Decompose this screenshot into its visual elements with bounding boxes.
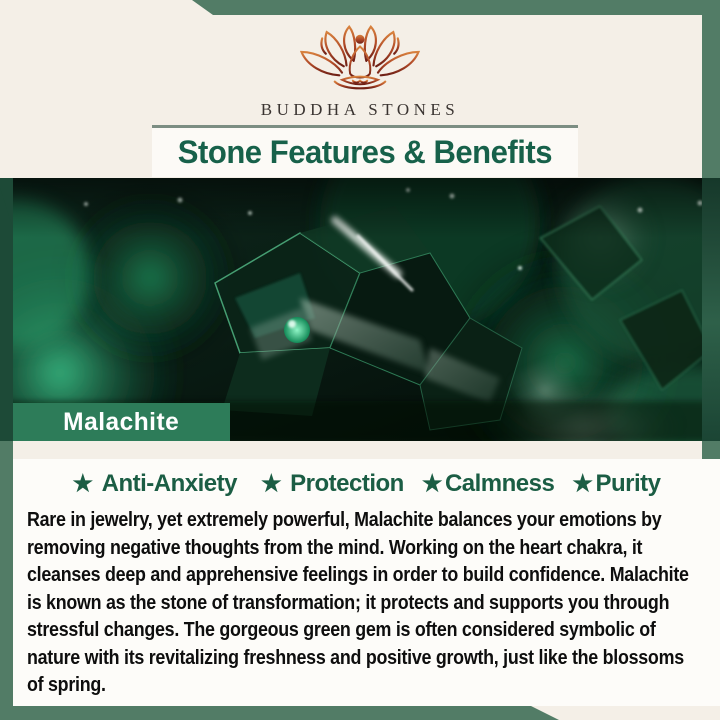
benefit-item (422, 470, 555, 498)
star-icon: ★ (72, 469, 93, 496)
top-ribbon (0, 0, 720, 15)
benefit-item (261, 470, 404, 498)
benefit-label: Purity (595, 470, 661, 497)
lotus-meditation-logo-icon (295, 24, 425, 96)
bottom-ribbon (0, 706, 720, 720)
star-icon: ★ (572, 469, 593, 496)
benefits-row (13, 470, 720, 498)
left-ribbon-bottom (0, 441, 13, 720)
section-title: Stone Features & Benefits (177, 134, 553, 170)
right-ribbon-photo-section (702, 178, 720, 441)
brand-name: BUDDHA STONES (260, 100, 460, 119)
benefits-panel (13, 459, 720, 706)
stone-name: Malachite (63, 407, 180, 436)
benefit-item (73, 470, 237, 498)
malachite-crystals-illustration (0, 178, 720, 441)
benefit-label: Protection (290, 470, 404, 497)
benefit-label: Calmness (444, 470, 555, 497)
stone-description: Rare in jewelry, yet extremely powerful, Malachite balances your emotions by removing negative thoughts from the mind. Working on the heart chakra, it cleanses deep and apprehensive feelings in order to build confidence. Malachite is known as the stone of transformation; it protects and supports you through stressful changes. The gorgeous green gem is often considered symbolic of nature with its revitalizing freshness and positive growth, just like the blossoms of spring. (27, 509, 689, 696)
benefit-item (572, 470, 660, 498)
malachite-photo (0, 178, 720, 441)
star-icon: ★ (261, 469, 282, 496)
left-ribbon-photo-section (0, 188, 13, 441)
star-icon: ★ (421, 469, 442, 496)
brand-logo-area (0, 24, 720, 120)
stone-name-label (13, 403, 230, 441)
section-title-banner (152, 125, 578, 177)
benefit-label: Anti-Anxiety (101, 470, 237, 497)
